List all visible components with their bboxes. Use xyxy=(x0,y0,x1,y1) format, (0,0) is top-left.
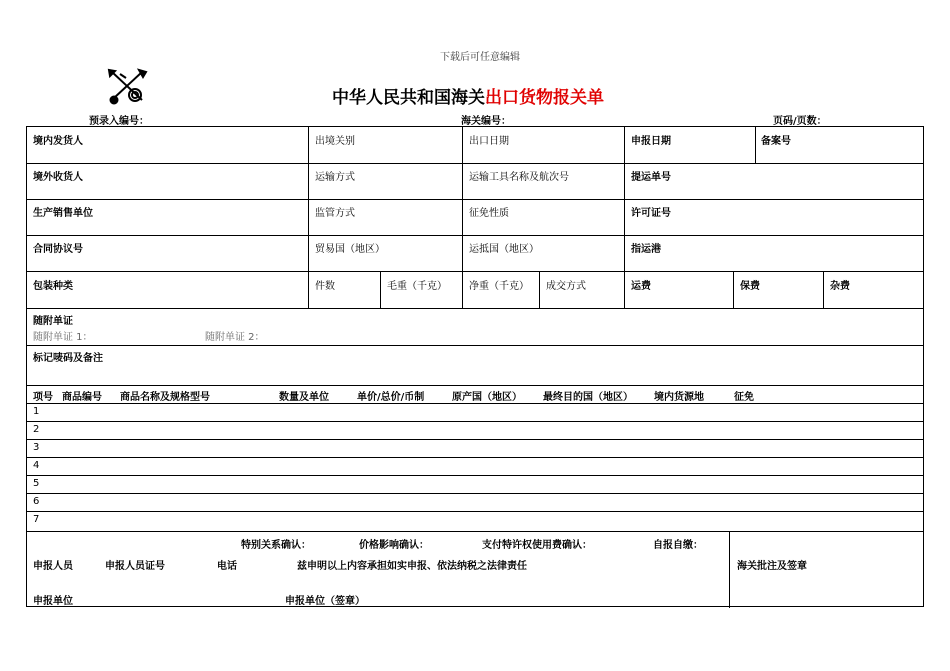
quantity-unit-header: 数量及单位 xyxy=(279,392,329,403)
marks-remarks-label: 标记唛码及备注 xyxy=(33,353,103,364)
arrival-country-label: 运抵国（地区） xyxy=(469,244,539,255)
customs-emblem-icon xyxy=(106,68,150,106)
consignee-label: 境外收货人 xyxy=(33,172,83,183)
customs-approval-label: 海关批注及签章 xyxy=(737,561,807,572)
misc-fee-label: 杂费 xyxy=(830,281,850,292)
declaring-unit-label: 申报单位 xyxy=(33,596,73,607)
trade-country-label: 贸易国（地区） xyxy=(315,244,385,255)
domestic-source-header: 境内货源地 xyxy=(654,392,704,403)
freight-label: 运费 xyxy=(631,281,651,292)
transport-mode-label: 运输方式 xyxy=(315,172,355,183)
item-row-2: 2 xyxy=(33,424,40,435)
package-type-label: 包装种类 xyxy=(33,281,73,292)
goods-name-header: 商品名称及规格型号 xyxy=(120,392,210,403)
supervision-mode-label: 监管方式 xyxy=(315,208,355,219)
declarant-label: 申报人员 xyxy=(33,561,73,572)
pieces-label: 件数 xyxy=(315,281,335,292)
special-relation-confirm: 特别关系确认： xyxy=(241,540,311,551)
prerecord-no-label: 预录入编号： xyxy=(89,116,149,127)
top-note: 下载后可任意编辑 xyxy=(440,52,520,63)
net-weight-label: 净重（千克） xyxy=(469,281,529,292)
record-no-label: 备案号 xyxy=(761,136,791,147)
item-row-3: 3 xyxy=(33,442,40,453)
royalty-confirm: 支付特许权使用费确认： xyxy=(482,540,592,551)
item-row-4: 4 xyxy=(33,460,40,471)
customs-no-label: 海关编号： xyxy=(461,116,511,127)
declaring-unit-seal-label: 申报单位（签章） xyxy=(285,596,365,607)
title-red: 出口货物报关单 xyxy=(485,88,604,108)
final-destination-header: 最终目的国（地区） xyxy=(543,392,633,403)
item-row-6: 6 xyxy=(33,496,40,507)
item-row-7: 7 xyxy=(33,514,40,525)
attached-doc-1-label: 随附单证 1： xyxy=(33,332,93,343)
item-row-1: 1 xyxy=(33,406,40,417)
form-title xyxy=(332,83,604,108)
item-row-5: 5 xyxy=(33,478,40,489)
declaration-statement: 兹申明以上内容承担如实申报、依法纳税之法律责任 xyxy=(297,561,527,572)
destination-port-label: 指运港 xyxy=(631,244,661,255)
gross-weight-label: 毛重（千克） xyxy=(387,281,447,292)
page-no-label: 页码/页数： xyxy=(773,116,827,127)
export-date-label: 出口日期 xyxy=(469,136,509,147)
levy-nature-label: 征免性质 xyxy=(469,208,509,219)
declaration-form xyxy=(26,126,924,607)
attached-doc-2-label: 随附单证 2： xyxy=(205,332,265,343)
license-no-label: 许可证号 xyxy=(631,208,671,219)
declare-date-label: 申报日期 xyxy=(631,136,671,147)
declarant-id-label: 申报人员证号 xyxy=(105,561,165,572)
vessel-voyage-label: 运输工具名称及航次号 xyxy=(469,172,569,183)
levy-exempt-header: 征免 xyxy=(734,392,754,403)
attached-docs-label: 随附单证 xyxy=(33,316,73,327)
price-header: 单价/总价/币制 xyxy=(357,392,425,403)
transaction-mode-label: 成交方式 xyxy=(546,281,586,292)
insurance-label: 保费 xyxy=(740,281,760,292)
goods-code-header: 商品编号 xyxy=(62,392,102,403)
exporter-label: 境内发货人 xyxy=(33,136,83,147)
phone-label: 电话 xyxy=(217,561,237,572)
origin-country-header: 原产国（地区） xyxy=(452,392,522,403)
self-declare-label: 自报自缴： xyxy=(653,540,703,551)
producer-seller-label: 生产销售单位 xyxy=(33,208,93,219)
contract-no-label: 合同协议号 xyxy=(33,244,83,255)
price-influence-confirm: 价格影响确认： xyxy=(359,540,429,551)
bill-of-lading-label: 提运单号 xyxy=(631,172,671,183)
item-no-header: 项号 xyxy=(33,392,53,403)
title-black: 中华人民共和国海关 xyxy=(332,88,485,108)
exit-port-label: 出境关别 xyxy=(315,136,355,147)
